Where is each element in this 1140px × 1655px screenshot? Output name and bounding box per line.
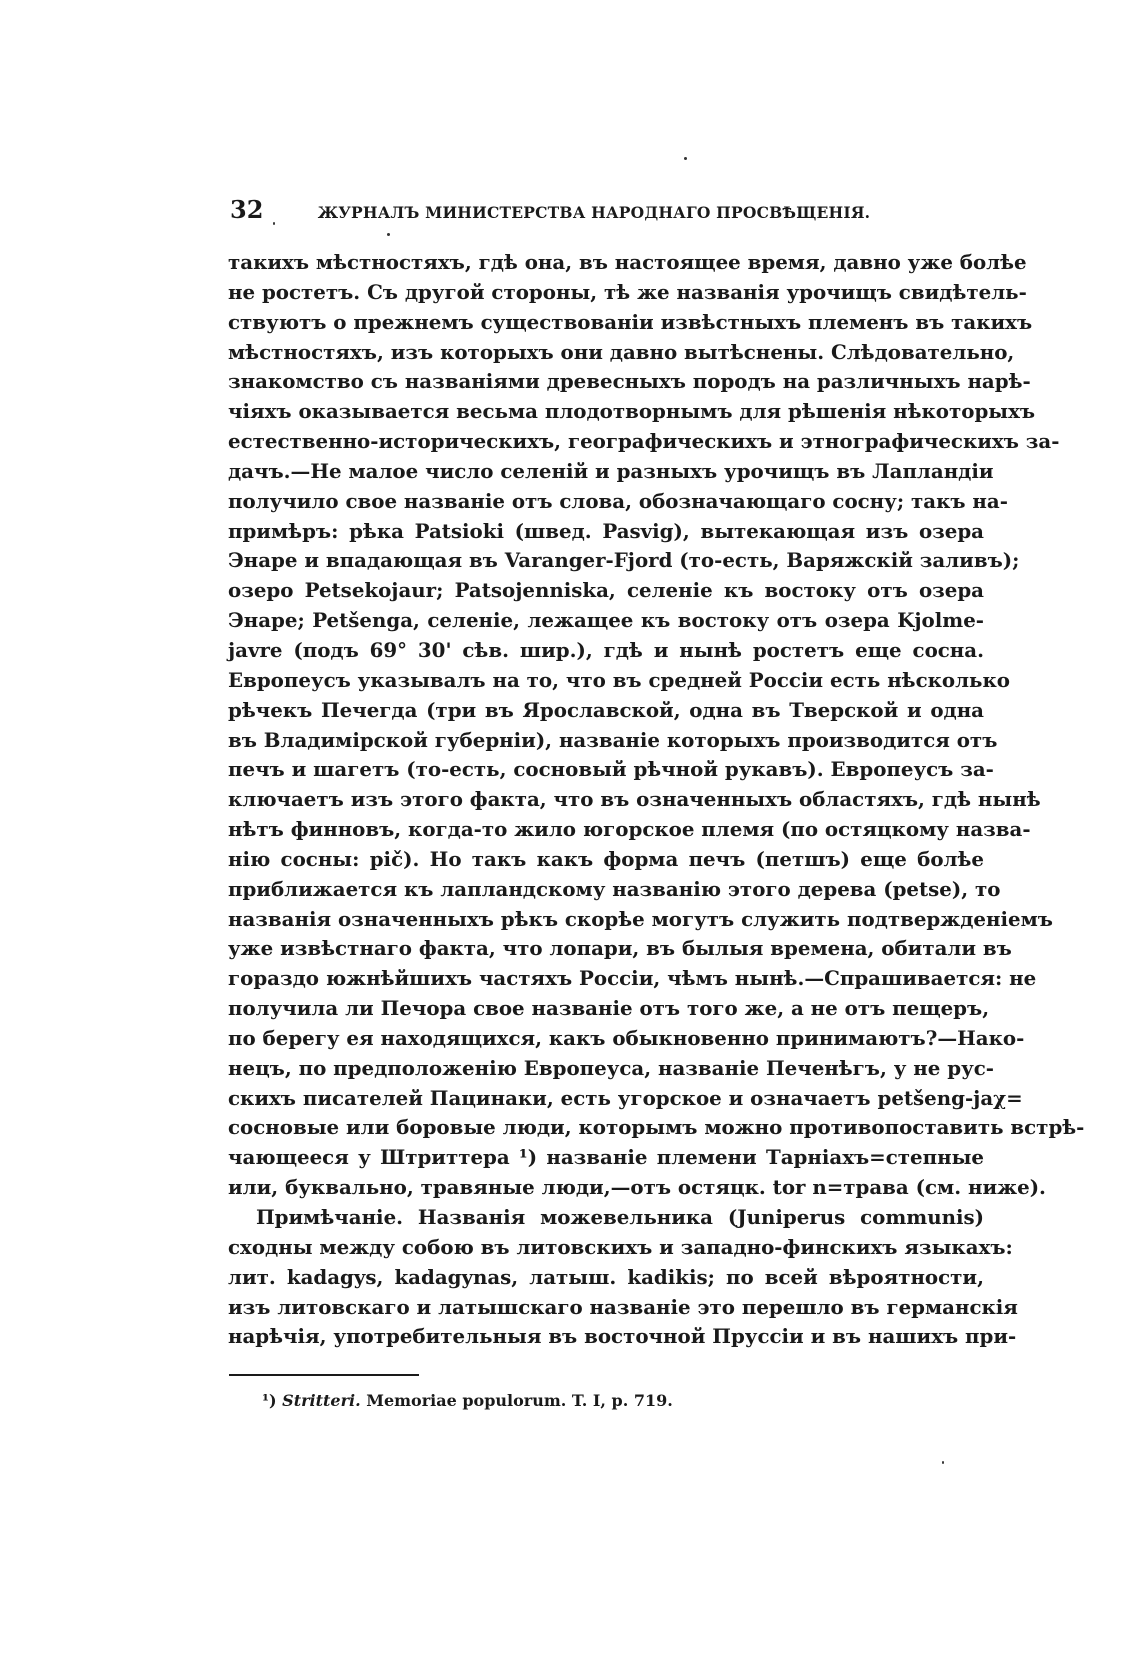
text-line: или, буквально, травяные люди,—отъ остяцк. tor n=трава (см. ниже). xyxy=(228,1175,1046,1200)
scan-speck xyxy=(273,222,275,225)
text-line: въ Владимірской губерніи), названіе которыхъ производится отъ xyxy=(228,727,998,752)
text-line: печъ и шагетъ (то-есть, сосновый рѣчной рукавъ). Европеусъ за- xyxy=(228,757,994,782)
note-line: изъ литовскаго и латышскаго названіе это перешло въ германскія xyxy=(228,1294,1018,1319)
scan-speck xyxy=(684,157,687,160)
text-line: такихъ мѣстностяхъ, гдѣ она, въ настоящее время, давно уже болѣе xyxy=(228,250,1027,274)
text-line: нѣтъ финновъ, когда-то жило югорское племя (по остяцкому назва- xyxy=(228,817,1031,842)
note-line: нарѣчія, употребительныя въ восточной Пруссіи и въ нашихъ при- xyxy=(228,1324,1017,1349)
text-line: уже извѣстнаго факта, что лопари, въ былыя времена, обитали въ xyxy=(228,936,1012,961)
text-line: ключаетъ изъ этого факта, что въ означенныхъ областяхъ, гдѣ нынѣ xyxy=(228,787,1041,812)
note-line: лит. kadagys, kadagynas, латыш. kadikis; по всей вѣроятности, xyxy=(228,1264,984,1289)
text-line: нію сосны: pič). Но такъ какъ форма печъ (петшъ) еще болѣе xyxy=(228,846,984,871)
footnote xyxy=(262,1391,962,1410)
text-line: javre (подъ 69° 30' сѣв. шир.), гдѣ и нынѣ ростетъ еще сосна. xyxy=(228,637,984,662)
text-line: Энаре и впадающая въ Varanger-Fjord (то-есть, Варяжскій заливъ); xyxy=(228,548,1020,573)
text-line: Энаре; Petšenga, селеніе, лежащее къ востоку отъ озера Kjolme- xyxy=(228,608,984,633)
text-line: чающееся у Штриттера ¹) названіе племени Тарніахъ=степные xyxy=(228,1145,984,1170)
footnote-author: Stritteri. xyxy=(282,1391,361,1410)
text-line: знакомство съ названіями древесныхъ породъ на различныхъ нарѣ- xyxy=(228,369,1031,394)
text-line: дачъ.—Не малое число селеній и разныхъ урочищъ въ Лапландіи xyxy=(228,458,994,483)
text-line: рѣчекъ Печегда (три въ Ярославской, одна въ Тверской и одна xyxy=(228,697,984,722)
text-line: озеро Petsekojaur; Patsojenniska, селеніе къ востоку отъ озера xyxy=(228,578,984,603)
text-line: ствуютъ о прежнемъ существованіи извѣстныхъ племенъ въ такихъ xyxy=(228,309,1033,334)
text-line: скихъ писателей Пацинаки, есть угорское и означаетъ petšeng-jaχ= xyxy=(228,1085,1023,1110)
text-line: получила ли Печора свое названіе отъ того же, а не отъ пещеръ, xyxy=(228,996,990,1021)
running-title: ЖУРНАЛЪ МИНИСТЕРСТВА НАРОДНАГО ПРОСВѢЩЕНІЯ. xyxy=(317,203,871,222)
footnote-rule xyxy=(229,1374,419,1376)
body-text xyxy=(228,248,1085,1352)
footnote-marker: ¹) xyxy=(262,1391,277,1410)
text-line: гораздо южнѣйшихъ частяхъ Россіи, чѣмъ нынѣ.—Спрашивается: не xyxy=(228,966,1037,991)
footnote-text: Memoriae populorum. T. I, p. 719. xyxy=(366,1391,673,1410)
text-line: приближается къ лапландскому названію этого дерева (petse), то xyxy=(228,876,1001,901)
text-line: чіяхъ оказывается весьма плодотворнымъ для рѣшенія нѣкоторыхъ xyxy=(228,399,1036,424)
note-line: сходны между собою въ литовскихъ и западно-финскихъ языкахъ: xyxy=(228,1234,1013,1259)
note-line: Примѣчаніе. Названія можевельника (Juniperus communis) xyxy=(256,1205,984,1229)
text-line: названія означенныхъ рѣкъ скорѣе могутъ служить подтвержденіемъ xyxy=(228,906,1053,931)
text-line: по берегу ея находящихся, какъ обыкновенно принимаютъ?—Нако- xyxy=(228,1025,1025,1050)
text-line: мѣстностяхъ, изъ которыхъ они давно вытѣснены. Слѣдовательно, xyxy=(228,339,1015,364)
text-line: примѣръ: рѣка Patsioki (швед. Pasvig), вытекающая изъ озера xyxy=(228,518,984,543)
text-line: получило свое названіе отъ слова, обозначающаго сосну; такъ на- xyxy=(228,488,1008,513)
page-header xyxy=(230,195,906,224)
note-paragraph xyxy=(228,1203,1018,1352)
scan-speck xyxy=(942,1461,944,1464)
text-line: Европеусъ указывалъ на то, что въ средней Россіи есть нѣсколько xyxy=(228,667,1010,692)
scan-speck xyxy=(387,233,390,236)
text-line: нецъ, по предположенію Европеуса, названіе Печенѣгъ, у не рус- xyxy=(228,1055,994,1080)
main-paragraph xyxy=(228,248,1085,1203)
page-number: 32 xyxy=(230,195,264,224)
text-line: сосновые или боровые люди, которымъ можно противопоставить встрѣ- xyxy=(228,1115,1085,1140)
text-line: естественно-историческихъ, географическихъ и этнографическихъ за- xyxy=(228,429,1060,454)
text-line: не ростетъ. Съ другой стороны, тѣ же названія урочищъ свидѣтель- xyxy=(228,279,1027,304)
